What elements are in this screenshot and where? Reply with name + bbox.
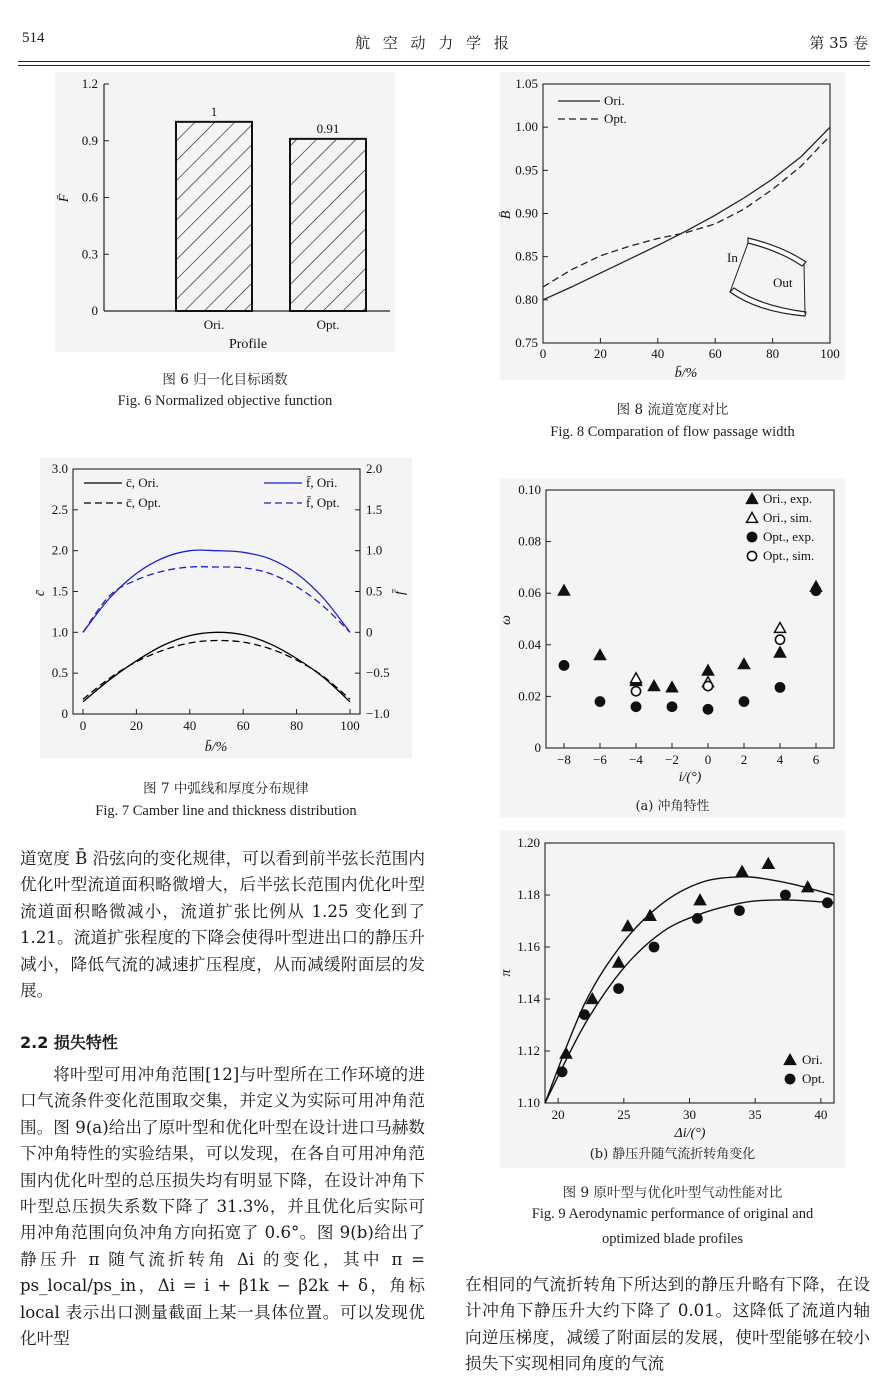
fig9a-x-tick-label: −4 (629, 752, 643, 767)
fig9a-legend-label: Opt., sim. (763, 548, 815, 563)
fig8-y-tick-label: 1.00 (515, 119, 538, 135)
fig9-caption-cn: 图 9 原叶型与优化叶型气动性能对比 (562, 1185, 783, 1201)
fig8-caption-cn: 图 8 流道宽度对比 (616, 402, 729, 418)
fig7-x-tick-label: 0 (79, 718, 87, 733)
fig7-y-right-tick-label: −1.0 (366, 706, 390, 721)
fig9b-y-axis-label: π (499, 969, 514, 977)
fig8-x-tick-label: 60 (708, 346, 722, 361)
fig9b-y-tick-label: 1.10 (517, 1095, 540, 1110)
fig8-x-tick-label: 80 (766, 346, 780, 361)
fig9b-x-tick-label: 20 (551, 1107, 565, 1122)
fig6-y-tick-label: 0 (91, 303, 98, 318)
fig7-y-right-tick-label: 1.5 (366, 501, 383, 517)
fig8-caption-en: Fig. 8 Comparation of flow passage width (550, 424, 795, 440)
fig9a-subcaption: (a) 冲角特性 (635, 799, 710, 814)
body-paragraph-1: 道宽度 B̄ 沿弦向的变化规律，可以看到前半弦长范围内优化叶型流道面积略微增大，后半弦长范围内优化叶型流道面积略微减小，流道扩张比例从 1.25 变化到了 1.21。流道扩张程度的下降会使得叶型进出口的静压升减小，降低气流的减速扩压程度，从而减缓附面层的发展。 (20, 849, 425, 1001)
fig7-y-right-tick-label: 0 (366, 624, 373, 640)
fig7-x-tick-label: 80 (290, 718, 304, 733)
fig9a-y-tick-label: 0.02 (518, 688, 541, 704)
fig7-y-left-tick-label: 1.5 (51, 583, 68, 599)
fig9b-legend-label: Ori. (802, 1052, 823, 1067)
fig6-y-axis-label: F̄ (57, 193, 72, 203)
fig6-y-tick-label: 1.2 (81, 76, 98, 91)
fig7-y-right-tick-label: 1.0 (366, 542, 383, 558)
fig8-y-tick-label: 0.90 (515, 205, 538, 221)
fig9a-y-axis-label: ω (499, 615, 514, 625)
fig7-y-left-tick-label: 3.0 (51, 461, 68, 476)
fig9a-x-tick-label: −8 (557, 752, 571, 767)
fig9b-legend-label: Opt. (802, 1071, 825, 1086)
fig7-y-left-tick-label: 2.0 (51, 542, 68, 558)
fig9b-y-tick-label: 1.12 (517, 1043, 540, 1058)
fig9b-point (737, 866, 748, 876)
fig6-caption-en: Fig. 6 Normalized objective function (117, 393, 333, 409)
fig7-legend-label: f̄, Ori. (306, 475, 338, 490)
fig6-caption-cn: 图 6 归一化目标函数 (162, 372, 288, 388)
fig7-y-left-tick-label: 1.0 (51, 624, 68, 640)
fig6-x-axis-label: Profile (228, 337, 268, 352)
fig8-y-tick-label: 0.75 (515, 335, 538, 350)
journal-title: 航 空 动 力 学 报 (355, 34, 513, 52)
fig9b-x-axis-label: Δi/(°) (674, 1126, 706, 1141)
fig8-legend-label: Ori. (604, 93, 625, 108)
fig9a-x-tick-label: −6 (593, 752, 607, 767)
fig9a-legend-label: Ori., sim. (763, 510, 813, 525)
fig6-y-tick-label: 0.3 (81, 246, 98, 262)
fig7-y-left-tick-label: 2.5 (51, 501, 68, 517)
fig6-y-tick-label: 0.9 (81, 132, 98, 148)
fig7-y-right-tick-label: −0.5 (366, 665, 390, 681)
fig9b-point (614, 984, 623, 993)
fig9a-y-tick-label: 0 (534, 740, 541, 755)
fig7-y-right-tick-label: 0.5 (366, 583, 383, 599)
fig9a-legend-label: Ori., exp. (763, 491, 813, 506)
fig9b-y-tick-label: 1.18 (517, 887, 540, 902)
fig7-caption-en: Fig. 7 Camber line and thickness distribution (95, 803, 357, 819)
fig9b-x-tick-label: 25 (617, 1107, 631, 1122)
fig9b-point (781, 890, 790, 899)
fig9a-y-tick-label: 0.04 (518, 636, 541, 652)
fig6-data-label: 0.91 (316, 120, 340, 136)
fig7-x-tick-label: 60 (236, 718, 250, 733)
fig9a-y-tick-label: 0.06 (518, 585, 541, 601)
fig6-x-tick-label: Ori. (203, 317, 225, 332)
fig9a-y-tick-label: 0.08 (518, 533, 541, 549)
fig7-y-left-tick-label: 0.5 (51, 665, 68, 681)
fig9a-x-tick-label: −2 (665, 752, 679, 767)
fig7-legend-label: f̄, Opt. (306, 495, 340, 510)
body-paragraph-2: 将叶型可用冲角范围[12]与叶型所在工作环境的进口气流条件变化范围取交集，并定义为实际可用冲角范围。图 9(a)给出了原叶型和优化叶型在设计进口马赫数下冲角特性的实验结果，可以发现，在各自可用冲角范围内优化叶型的总压损失均有明显下降，在设计冲角下叶型总压损失系数下降了 31.3%，并且优化后实际可用冲角范围向负冲角方向拓宽了 0.6°。图 9(b)给出了静压升 π 随气流折转角 Δi 的变化，其中 π = ps_local/ps_in，Δi = i + β1k − β2k + δ，角标 local 表示出口测量截面上某一具体位置。可以发现优化叶型 (20, 1065, 425, 1349)
fig9a-y-tick-label: 0.10 (518, 482, 541, 497)
fig9b-legend-marker (785, 1074, 794, 1083)
fig9-caption-en-2: optimized blade profiles (602, 1231, 743, 1247)
section-heading: 2.2 损失特性 (20, 1033, 118, 1052)
fig9a-x-tick-label: 6 (812, 752, 820, 767)
fig9b-y-tick-label: 1.20 (517, 835, 540, 850)
fig8-y-tick-label: 1.05 (515, 76, 538, 91)
fig9a-legend-label: Opt., exp. (763, 529, 815, 544)
fig7-caption-cn: 图 7 中弧线和厚度分布规律 (143, 781, 309, 797)
fig9b-legend-marker (785, 1055, 796, 1065)
fig9b-point (645, 910, 656, 920)
fig8-inset-in-label: In (727, 250, 738, 265)
fig7-legend-label: c̄, Opt. (126, 495, 162, 510)
fig9b-x-tick-label: 35 (748, 1107, 762, 1122)
fig9b-point (613, 957, 624, 967)
fig9b-x-tick-label: 40 (814, 1107, 828, 1122)
fig8-x-axis-label: b̄/% (674, 366, 698, 381)
fig7-x-tick-label: 40 (183, 718, 197, 733)
fig8-x-tick-label: 20 (593, 346, 607, 361)
fig8-inset-out-label: Out (773, 275, 793, 290)
fig7-y-left-tick-label: 0 (61, 706, 68, 721)
fig8-x-tick-label: 100 (820, 346, 840, 361)
fig8-y-tick-label: 0.80 (515, 291, 538, 307)
fig9b-point (763, 858, 774, 868)
fig6-y-tick-label: 0.6 (81, 189, 98, 205)
fig7-x-axis-label: b̄/% (204, 740, 228, 755)
page-number: 514 (22, 30, 45, 46)
fig9a-x-tick-label: 0 (704, 752, 712, 767)
fig7-y-left-label: c̄ (33, 589, 48, 597)
fig8-y-axis-label: B̄ (499, 210, 514, 220)
fig9a-x-axis-label: i/(°) (678, 770, 702, 785)
fig6-x-tick-label: Opt. (316, 317, 340, 332)
fig7-x-tick-label: 100 (340, 718, 360, 733)
fig7-y-right-label: f̄ (393, 591, 408, 595)
fig7-legend-label: c̄, Ori. (126, 475, 159, 490)
fig8-x-tick-label: 0 (539, 346, 547, 361)
volume-label: 第 35 卷 (809, 34, 868, 52)
fig9b-point (695, 895, 706, 905)
body-paragraph-right: 在相同的气流折转角下所达到的静压升略有下降，在设计冲角下静压升大约下降了 0.01。这降低了流道内轴向逆压梯度，减缓了附面层的发展，使叶型能够在较小损失下实现相同角度的气流 (465, 1275, 870, 1374)
fig8-y-tick-label: 0.95 (515, 162, 538, 178)
fig9b-x-tick-label: 30 (683, 1107, 696, 1122)
fig8-y-tick-label: 0.85 (515, 248, 538, 264)
fig7-x-tick-label: 20 (129, 718, 143, 733)
fig9b-point (622, 921, 633, 931)
fig9-caption-en-1: Fig. 9 Aerodynamic performance of original and (531, 1206, 814, 1222)
fig9b-y-tick-label: 1.16 (517, 939, 540, 954)
fig8-x-tick-label: 40 (651, 346, 665, 361)
fig9b-y-tick-label: 1.14 (517, 991, 540, 1006)
fig9b-point (649, 942, 658, 951)
fig9a-x-tick-label: 2 (740, 752, 748, 767)
fig9b-subcaption: (b) 静压升随气流折转角变化 (589, 1147, 756, 1162)
fig8-legend-label: Opt. (604, 111, 627, 126)
fig9b-fit-curve (545, 877, 834, 1103)
fig7-y-right-tick-label: 2.0 (366, 461, 383, 476)
fig9a-x-tick-label: 4 (776, 752, 784, 767)
fig6-data-label: 1 (210, 103, 218, 119)
fig9b-point (735, 906, 744, 915)
